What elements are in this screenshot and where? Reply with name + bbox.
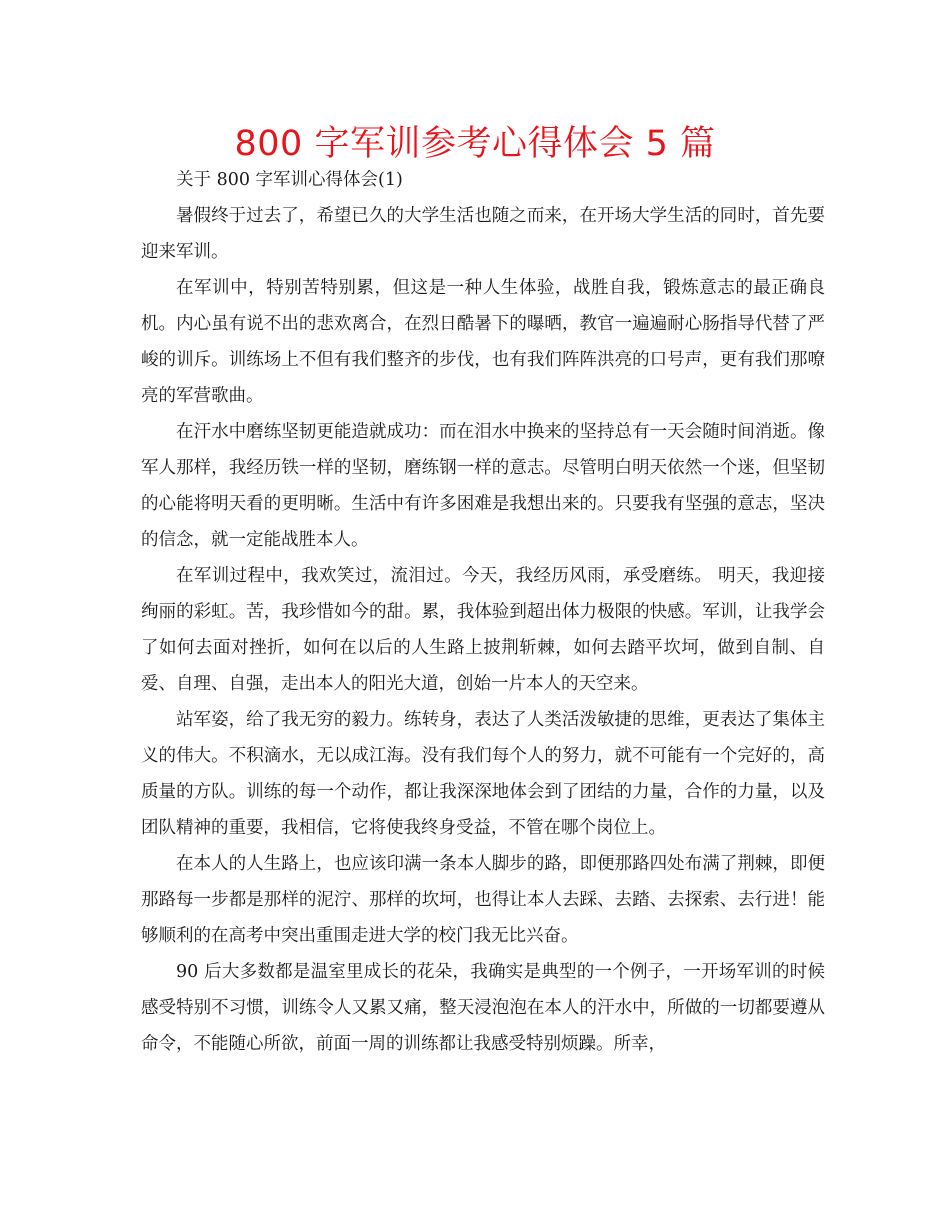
paragraph-6: 在本人的人生路上，也应该印满一条本人脚步的路，即便那路四处布满了荆棘，即便那路每一步都是那样的泥泞、那样的坎坷，也得让本人去踩、去踏、去探索、去行进！能够顺利的在高考中突出重围走进大学的校门我无比兴奋。 (141, 854, 825, 946)
section-heading: 关于 800 字军训心得体会(1) (176, 170, 403, 190)
paragraph-4: 在军训过程中，我欢笑过，流泪过。今天，我经历风雨，承受磨练。 明天，我迎接绚丽的彩虹。苦，我珍惜如今的甜。累，我体验到超出体力极限的快感。军训，让我学会了如何去面对挫折，如何在以后的人生路上披荆斩棘，如何去踏平坎坷，做到自制、自爱、自理、自强，走出本人的阳光大道，创始一片本人的天空来。 (141, 566, 825, 694)
paragraph-3: 在汗水中磨练坚韧更能造就成功：而在泪水中换来的坚持总有一天会随时间消逝。像军人那样，我经历铁一样的坚韧，磨练钢一样的意志。尽管明白明天依然一个迷，但坚韧的心能将明天看的更明晰。生活中有许多困难是我想出来的。只要我有坚强的意志，坚决的信念，就一定能战胜本人。 (141, 422, 825, 550)
document-body (141, 162, 825, 1062)
document-title: 800 字军训参考心得体会 5 篇 (234, 124, 716, 164)
paragraph-2: 在军训中，特别苦特别累，但这是一种人生体验，战胜自我，锻炼意志的最正确良机。内心虽有说不出的悲欢离合，在烈日酷暑下的曝晒，教官一遍遍耐心肠指导代替了严峻的训斥。训练场上不但有我们整齐的步伐，也有我们阵阵洪亮的口号声，更有我们那嘹亮的军营歌曲。 (141, 278, 825, 406)
paragraph-1: 暑假终于过去了，希望已久的大学生活也随之而来，在开场大学生活的同时，首先要迎来军训。 (141, 206, 825, 262)
paragraph-7: 90 后大多数都是温室里成长的花朵，我确实是典型的一个例子，一开场军训的时候感受特别不习惯，训练令人又累又痛，整天浸泡泡在本人的汗水中，所做的一切都要遵从命令，不能随心所欲，前面一周的训练都让我感受特别烦躁。所幸， (141, 962, 825, 1054)
paragraph-5: 站军姿，给了我无穷的毅力。练转身，表达了人类活泼敏捷的思维，更表达了集体主义的伟大。不积滴水，无以成江海。没有我们每个人的努力，就不可能有一个完好的，高质量的方队。训练的每一个动作，都让我深深地体会到了团结的力量，合作的力量，以及团队精神的重要，我相信，它将使我终身受益，不管在哪个岗位上。 (141, 710, 825, 838)
